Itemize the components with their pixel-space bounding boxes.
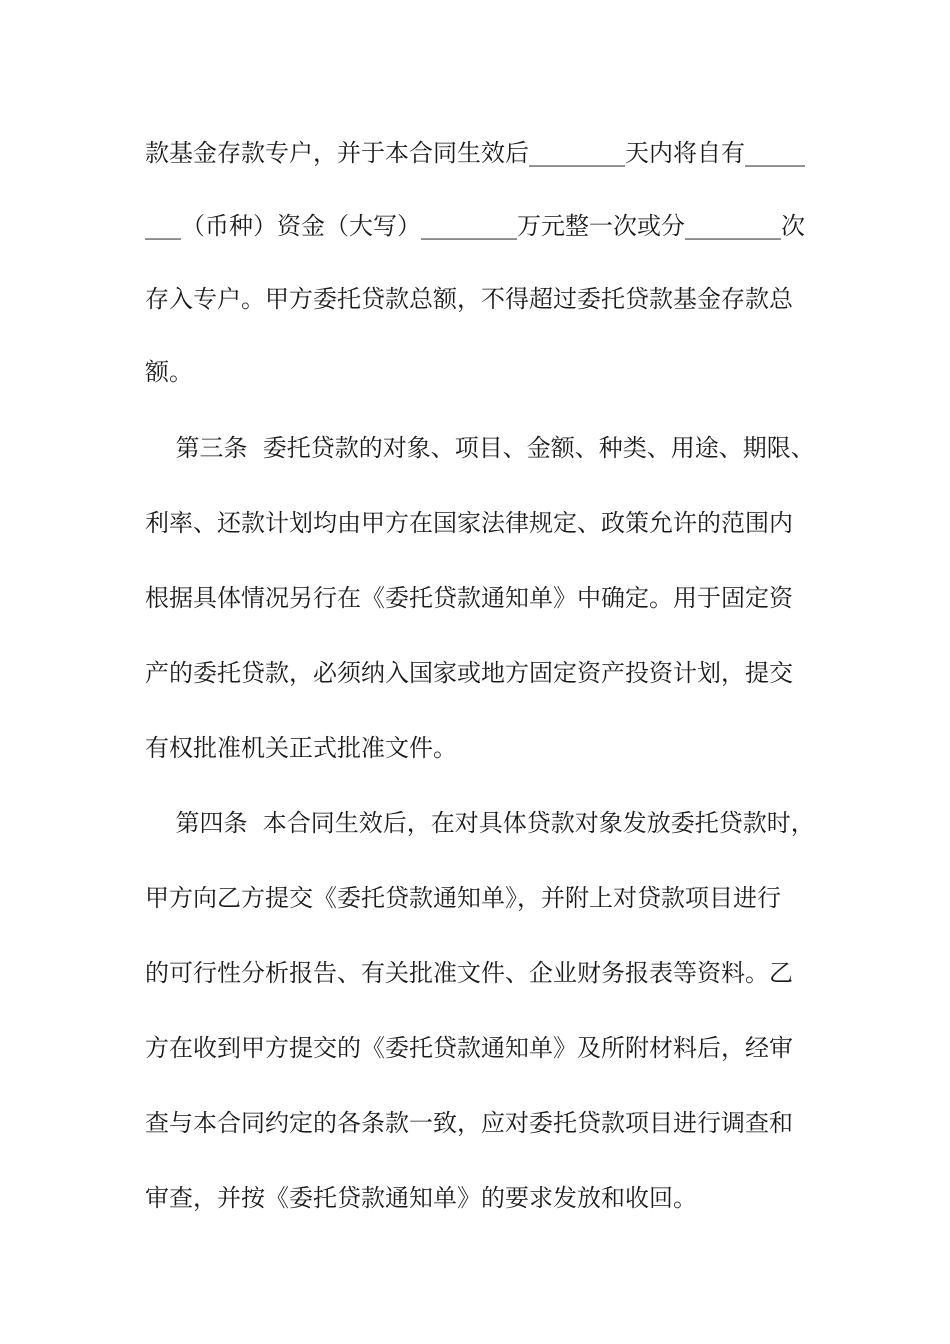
text-line: 根据具体情况另行在《委托贷款通知单》中确定。用于固定资	[145, 584, 793, 612]
text-line: 审查，并按《委托贷款通知单》的要求发放和收回。	[145, 1184, 697, 1212]
text-line: 查与本合同约定的各条款一致，应对委托贷款项目进行调查和	[145, 1109, 793, 1137]
article-4-heading-line: 第四条 本合同生效后，在对具体贷款对象发放委托贷款时，	[145, 809, 815, 837]
text-line: 存入专户。甲方委托贷款总额，不得超过委托贷款基金存款总	[145, 285, 793, 313]
text-line: 有权批准机关正式批准文件。	[145, 734, 457, 762]
text-line: 利率、还款计划均由甲方在国家法律规定、政策允许的范围内	[145, 509, 793, 537]
text-line: 甲方向乙方提交《委托贷款通知单》，并附上对贷款项目进行	[145, 884, 781, 912]
text-line: 的可行性分析报告、有关批准文件、企业财务报表等资料。乙	[145, 959, 793, 987]
text-line: 方在收到甲方提交的《委托贷款通知单》及所附材料后，经审	[145, 1034, 793, 1062]
text-line: 额。	[145, 358, 193, 386]
text-line: 款基金存款专户，并于本合同生效后________天内将自有_____	[145, 139, 805, 167]
text-line: 产的委托贷款，必须纳入国家或地方固定资产投资计划，提交	[145, 659, 793, 687]
text-line: ___（币种）资金（大写）________万元整一次或分________次	[145, 212, 805, 240]
article-3-heading-line: 第三条 委托贷款的对象、项目、金额、种类、用途、期限、	[145, 434, 815, 462]
